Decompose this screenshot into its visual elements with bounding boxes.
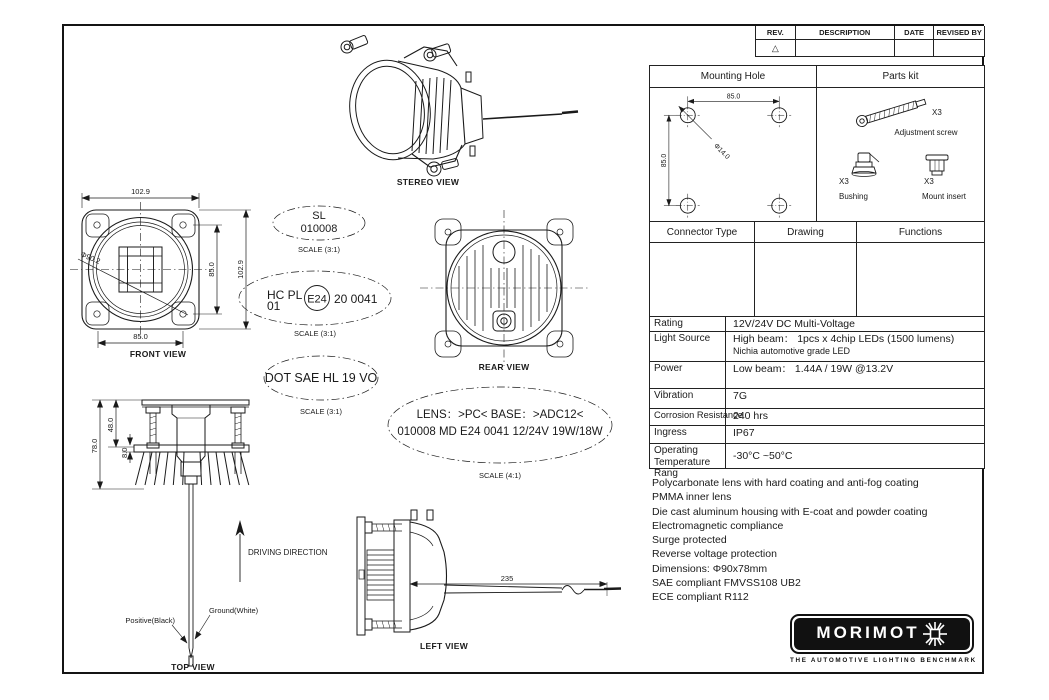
- mounting-hole-drawing: [650, 88, 817, 221]
- functions-header: Functions: [857, 221, 984, 243]
- top-wire-positive-label: Positive(Black): [125, 616, 175, 625]
- mounting-dim-vertical: 85.0: [660, 153, 668, 168]
- marking-serial: [273, 206, 365, 254]
- top-dim-flange: 8.0: [120, 447, 129, 458]
- connector-functions-cell: [857, 243, 984, 316]
- note-line: Die cast aluminum housing with E-coat and powder coating: [652, 505, 928, 518]
- date-col-header: DATE: [895, 26, 935, 40]
- spec-row-ingress: [650, 425, 984, 443]
- note-line: Surge protected: [652, 534, 727, 547]
- drawing-frame: [62, 24, 984, 674]
- parts-kit-header: Parts kit: [817, 66, 984, 88]
- mounting-dim-horizontal: 85.0: [726, 93, 741, 101]
- spec-label-vibration: Vibration: [650, 389, 726, 408]
- spec-label-corrosion: Corrosion Resistance: [650, 409, 726, 425]
- spec-value-light-source: [726, 332, 984, 361]
- spec-value-power: Low beam： 1.44A / 19W @13.2V: [733, 363, 894, 375]
- marking-ece-left1: HC PL: [267, 288, 303, 302]
- note-line: Electromagnetic compliance: [652, 519, 784, 532]
- left-view-drawing: [357, 510, 621, 651]
- left-view-caption: LEFT VIEW: [419, 641, 469, 651]
- adjustment-screw-icon: [855, 96, 927, 127]
- spec-label-ingress: Ingress: [650, 426, 726, 443]
- front-dim-height-right: 102.9: [236, 260, 245, 279]
- top-view-caption: TOP VIEW: [171, 662, 215, 672]
- mount-insert-qty: X3: [924, 177, 934, 186]
- logo-wordmark-box: [794, 618, 970, 650]
- spec-value-rating: 12V/24V DC Multi-Voltage: [733, 318, 855, 330]
- rev-col-header: REV.: [756, 26, 796, 40]
- note-line: PMMA inner lens: [652, 491, 732, 504]
- marking-ece-e-mark: E24: [307, 293, 327, 306]
- revision-by-cell: [934, 40, 984, 56]
- revision-table-row: [756, 40, 984, 56]
- marking-lens-scale: SCALE (4:1): [478, 471, 522, 480]
- marking-lens: [388, 387, 612, 480]
- front-view-drawing: [70, 187, 251, 359]
- spec-value-light-source-line2: Nichia automotive grade LED: [733, 346, 851, 356]
- description-col-header: DESCRIPTION: [796, 26, 895, 40]
- drawing-header: Drawing: [755, 221, 857, 243]
- note-line: Dimensions: Φ90x78mm: [652, 562, 768, 575]
- bushing-qty: X3: [839, 177, 849, 186]
- spec-value-corrosion: 240 hrs: [733, 410, 769, 422]
- adjustment-screw-label: Adjustment screw: [894, 128, 958, 137]
- revised-by-col-header: REVISED BY: [934, 26, 984, 40]
- top-dim-body: 48.0: [106, 417, 115, 433]
- marking-serial-line2: 010008: [300, 223, 338, 235]
- logo-box: [790, 614, 974, 654]
- front-dim-width-bottom: 85.0: [133, 332, 148, 341]
- left-dim-wire-length: 235: [500, 574, 514, 583]
- parts-kit-drawing: [818, 88, 984, 221]
- note-line: ECE compliant R112: [652, 591, 749, 604]
- marking-lens-line2: 010008 MD E24 0041 12/24V 19W/18W: [397, 426, 603, 438]
- spec-label-temperature: Operating Temperature Rang: [650, 444, 726, 469]
- spec-label-rating: Rating: [650, 317, 726, 331]
- driving-direction-arrow: [236, 520, 245, 582]
- connector-type-header: Connector Type: [650, 221, 755, 243]
- revision-date-cell: [895, 40, 935, 56]
- front-dim-inner-height: 85.0: [207, 262, 216, 277]
- top-dim-depth: 78.0: [90, 438, 99, 454]
- marking-ece-scale: SCALE (3:1): [293, 329, 337, 338]
- front-dim-width-top: 102.9: [131, 187, 150, 196]
- revision-mark-icon: △: [756, 40, 796, 56]
- spec-row-vibration: [650, 388, 984, 408]
- marking-ece: [239, 271, 391, 338]
- spec-label-power: Power: [650, 362, 726, 388]
- morimoto-logo: [790, 614, 977, 672]
- marking-serial-line1: SL: [312, 210, 326, 222]
- product-notes: [652, 476, 984, 605]
- note-line: Reverse voltage protection: [652, 548, 777, 561]
- stereo-view-drawing: [341, 35, 578, 187]
- top-wire-ground-label: Ground(White): [209, 606, 259, 615]
- bushing-label: Bushing: [839, 192, 868, 201]
- note-line: SAE compliant FMVSS108 UB2: [652, 577, 801, 590]
- spec-value-light-source-line1: High beam： 1pcs x 4chip LEDs (1500 lumens): [733, 333, 955, 345]
- connector-type-cell: [650, 243, 755, 316]
- mount-insert-label: Mount insert: [922, 192, 967, 201]
- rear-view-drawing: [420, 210, 588, 372]
- connector-drawing-cell: [755, 243, 857, 316]
- spec-label-light-source: Light Source: [650, 332, 726, 361]
- bushing-icon: [852, 153, 879, 177]
- spec-value-ingress: IP67: [733, 427, 755, 439]
- spec-value-temperature: -30°C ~50°C: [733, 450, 793, 462]
- mounting-dim-hole: Φ14.0: [712, 142, 731, 161]
- top-view-drawing: [90, 400, 328, 672]
- marking-serial-scale: SCALE (3:1): [297, 245, 341, 254]
- spec-value-vibration: 7G: [733, 390, 748, 402]
- spec-row-corrosion: [650, 408, 984, 425]
- driving-direction-label: DRIVING DIRECTION: [248, 548, 328, 557]
- mount-insert-icon: [926, 155, 948, 175]
- spec-row-temperature: [650, 443, 984, 479]
- spec-row-light-source: [650, 331, 984, 361]
- marking-ece-left2: 01: [267, 299, 281, 313]
- front-view-caption: FRONT VIEW: [129, 349, 187, 359]
- marking-lens-line1: LENS：>PC< BASE：>ADC12<: [416, 409, 584, 421]
- revision-description-cell: [796, 40, 895, 56]
- rear-view-caption: REAR VIEW: [478, 362, 530, 372]
- note-line: Polycarbonate lens with hard coating and anti-fog coating: [652, 477, 919, 489]
- front-lens-diameter-label: Φ90.2: [79, 249, 102, 266]
- mounting-hole-header: Mounting Hole: [650, 66, 817, 88]
- spec-panel: [649, 65, 985, 479]
- stereo-view-caption: STEREO VIEW: [396, 177, 460, 187]
- logo-burst-icon: [922, 621, 948, 647]
- marking-dot-text: DOT SAE HL 19 VO: [264, 371, 378, 385]
- revision-table-header: [756, 26, 984, 40]
- marking-dot-scale: SCALE (3:1): [299, 407, 343, 416]
- spec-row-power: [650, 361, 984, 388]
- logo-wordmark: MORIMOT: [816, 623, 920, 642]
- technical-drawings: [64, 26, 649, 674]
- adjustment-screw-qty: X3: [932, 108, 942, 117]
- logo-tagline: THE AUTOMOTIVE LIGHTING BENCHMARK: [790, 657, 977, 664]
- spec-row-rating: [650, 316, 984, 331]
- marking-ece-right: 20 0041: [334, 292, 378, 306]
- marking-dot: [264, 356, 378, 416]
- revision-table: [755, 26, 985, 57]
